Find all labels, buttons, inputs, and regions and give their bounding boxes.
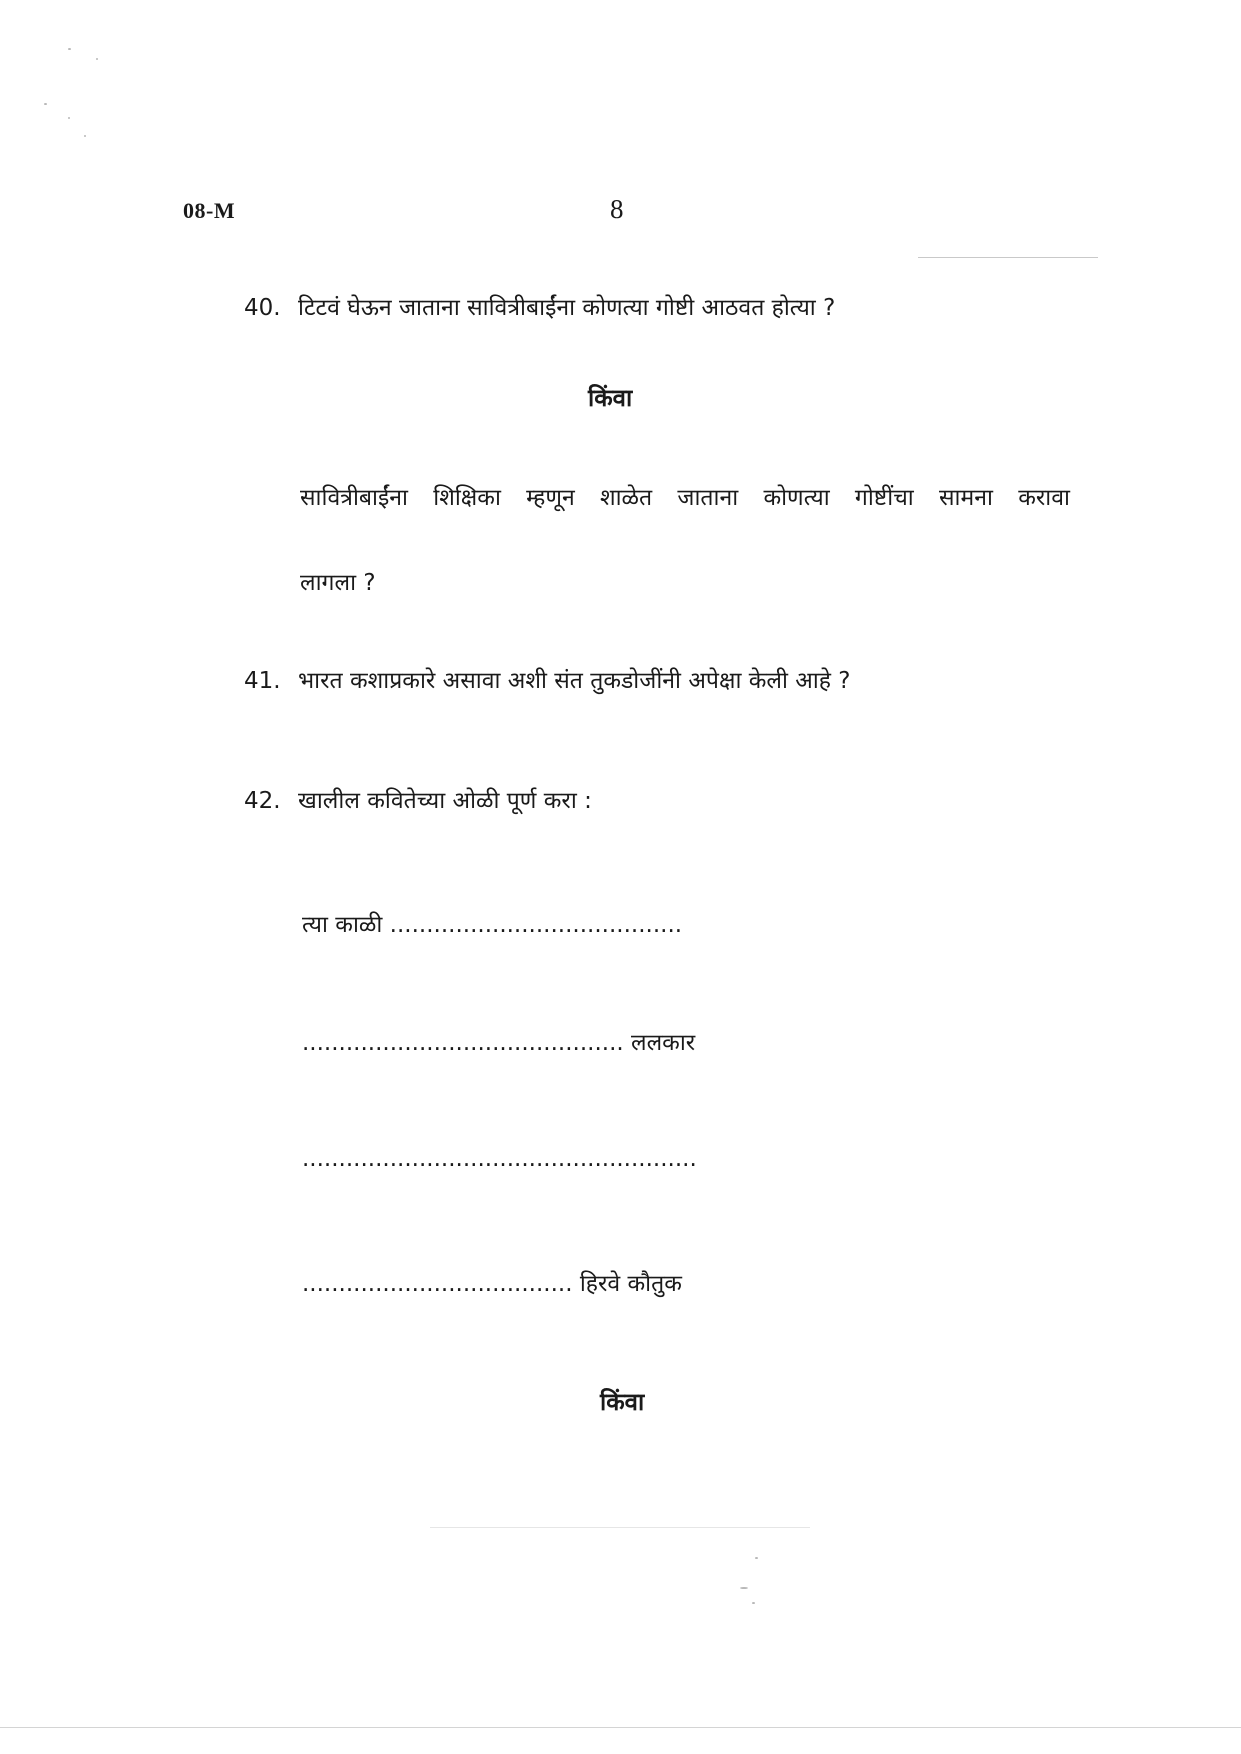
scan-line-top [918,257,1098,258]
or-label: किंवा [600,1388,645,1416]
scan-speck [96,58,98,60]
scan-line-lower [430,1527,810,1528]
question-number: 40. [244,295,281,321]
question-number: 42. [244,788,281,814]
scan-speck [84,135,86,137]
question-41 [244,663,850,695]
poem-line-2: ............................................ ललकार [302,1030,696,1056]
poem-line-4: ..................................... हिरवे कौतुक [302,1271,682,1297]
scan-speck [44,103,47,105]
question-text: खालील कवितेच्या ओळी पूर्ण करा : [298,788,592,814]
question-text: टिटवं घेऊन जाताना सावित्रीबाईंना कोणत्या गोष्टी आठवत होत्या ? [298,295,836,321]
or-label: किंवा [588,384,633,412]
question-number: 41. [244,668,281,694]
scan-speck [68,117,70,119]
scan-speck [740,1587,748,1589]
alternate-question-line-1: सावित्रीबाईंना शिक्षिका म्हणून शाळेत जाताना कोणत्या गोष्टींचा सामना करावा [300,485,1070,511]
alternate-question-line-2: लागला ? [300,570,376,596]
question-text: भारत कशाप्रकारे असावा अशी संत तुकडोजींनी अपेक्षा केली आहे ? [298,668,851,694]
poem-line-1: त्या काळी ........................................ [302,912,683,938]
scan-speck [752,1602,755,1604]
scan-speck [68,48,71,50]
poem-line-3: ...................................................... [302,1146,697,1172]
scan-speck [755,1557,758,1559]
page-number: 8 [610,194,624,224]
question-42 [244,783,592,815]
question-40 [244,290,835,322]
scan-line-bottom [0,1727,1241,1728]
paper-code: 08-M [183,198,236,223]
